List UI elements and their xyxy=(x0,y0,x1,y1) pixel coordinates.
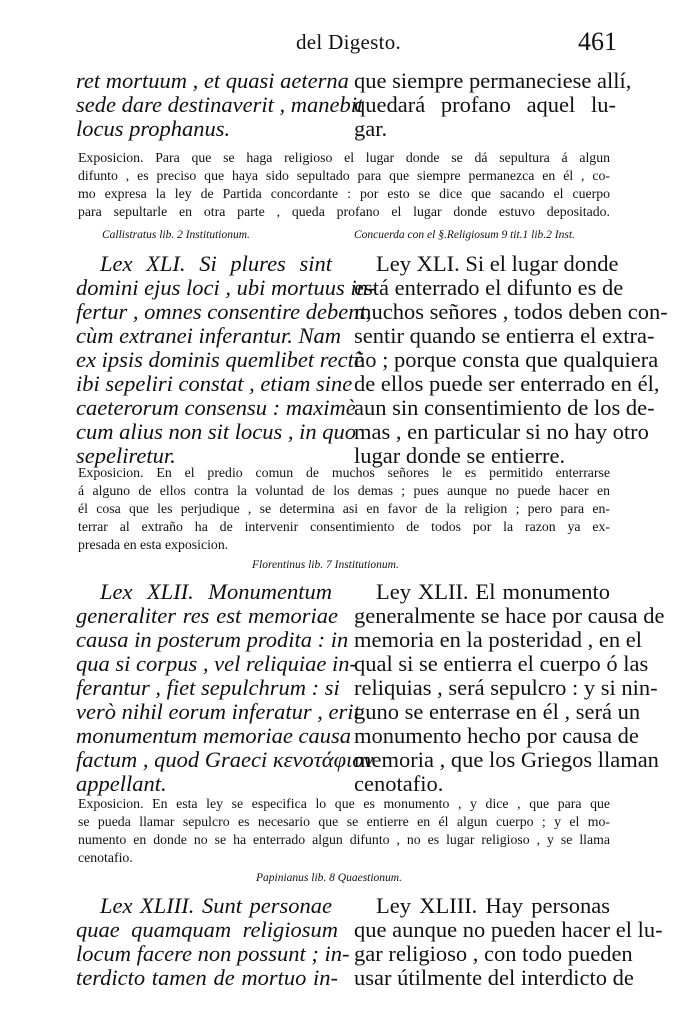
spanish-line: cenotafio. xyxy=(354,771,444,796)
exposicion-line: terrar al extraño ha de intervenir consentimiento de todos por la razon ya ex- xyxy=(78,519,610,534)
latin-line: appellant. xyxy=(76,771,167,796)
latin-line: qua si corpus , vel reliquiae in- xyxy=(76,651,357,676)
spanish-line: que siempre permaneciese allí, xyxy=(354,68,632,93)
exposicion-line: cenotafio. xyxy=(78,850,133,865)
spanish-line: sentir quando se entierra el extra- xyxy=(354,323,655,348)
exposicion-line: presada en esta exposicion. xyxy=(78,537,229,552)
spanish-line: qual si se entierra el cuerpo ó las xyxy=(354,651,649,676)
latin-line: sede dare destinaverit , manebit xyxy=(76,92,364,117)
spanish-line: Ley XLIII. Hay personas xyxy=(376,893,610,918)
latin-line: sepeliretur. xyxy=(76,443,176,468)
spanish-line: está enterrado el difunto es de xyxy=(354,275,624,300)
spanish-line: Ley XLII. El monumento xyxy=(376,579,610,604)
spanish-line: lugar donde se entierre. xyxy=(354,443,566,468)
latin-line: fertur , omnes consentire debent, xyxy=(76,299,372,324)
latin-line: factum , quod Graeci κενοτάφιον xyxy=(76,747,374,772)
spanish-line: usar útilmente del interdicto de xyxy=(354,965,634,990)
spanish-line: ño ; porque consta que qualquiera xyxy=(354,347,659,372)
latin-line: locus prophanus. xyxy=(76,116,231,141)
exposicion-line: para sepultarle en otra parte , queda profano el lugar donde estuvo depositado. xyxy=(78,204,610,219)
latin-line: domini ejus loci , ubi mortuus in- xyxy=(76,275,376,300)
latin-line: Lex XLII. Monumentum xyxy=(100,579,332,604)
spanish-line: aun sin consentimiento de los de- xyxy=(354,395,655,420)
concordance-reference: Concuerda con el §.Religiosum 9 tit.1 lib.2 Inst. xyxy=(354,229,575,241)
source-reference-latin: Papinianus lib. 8 Quaestionum. xyxy=(256,872,402,884)
spanish-line: reliquias , será sepulcro : y si nin- xyxy=(354,675,658,700)
source-reference-latin: Florentinus lib. 7 Institutionum. xyxy=(252,559,399,571)
latin-line: generaliter res est memoriae xyxy=(76,603,338,628)
spanish-line: memoria , que los Griegos llaman xyxy=(354,747,659,772)
exposicion-line: Exposicion. En el predio comun de muchos señores le es permitido enterrarse xyxy=(78,465,610,480)
spanish-line: gar. xyxy=(354,116,388,141)
spanish-line: guno se enterrase en él , será un xyxy=(354,699,641,724)
latin-line: locum facere non possunt ; in- xyxy=(76,941,350,966)
latin-line: ex ipsis dominis quemlibet rectè xyxy=(76,347,364,372)
latin-line: ferantur , fiet sepulchrum : si xyxy=(76,675,340,700)
latin-line: ibi sepeliri constat , etiam sine xyxy=(76,371,353,396)
latin-line: Lex XLIII. Sunt personae xyxy=(100,893,332,918)
latin-line: monumentum memoriae causa xyxy=(76,723,351,748)
exposicion-line: él cosa que les perjudique , se determina asi en favor de la religion ; pero para en- xyxy=(78,501,610,516)
latin-line: verò nihil eorum inferatur , erit xyxy=(76,699,360,724)
latin-line: causa in posterum prodita : in xyxy=(76,627,349,652)
spanish-line: que aunque no pueden hacer el lu- xyxy=(354,917,663,942)
latin-line: quae quamquam religiosum xyxy=(76,917,338,942)
latin-line: cum alius non sit locus , in quo xyxy=(76,419,356,444)
latin-line: caeterorum consensu : maximè xyxy=(76,395,356,420)
exposicion-line: Exposicion. Para que se haga religioso el lugar donde se dá sepultura á algun xyxy=(78,150,610,165)
spanish-line: generalmente se hace por causa de xyxy=(354,603,665,628)
latin-line: terdicto tamen de mortuo in- xyxy=(76,965,338,990)
exposicion-line: numento en donde no se ha enterrado algun difunto , no es lugar religioso , y se llama xyxy=(78,832,610,847)
exposicion-line: se pueda llamar sepulcro es necesario que se entierre en él algun cuerpo ; y el mo- xyxy=(78,814,610,829)
spanish-line: monumento hecho por causa de xyxy=(354,723,639,748)
exposicion-line: mo expresa la ley de Partida concordante : por esto se dice que sacando el cuerpo xyxy=(78,186,610,201)
spanish-line: gar religioso , con todo pueden xyxy=(354,941,633,966)
source-reference-latin: Callistratus lib. 2 Institutionum. xyxy=(102,229,250,241)
spanish-line: memoria en la posteridad , en el xyxy=(354,627,643,652)
exposicion-line: difunto , es preciso que haya sido sepultado para que siempre permanezca en él , co- xyxy=(78,168,610,183)
latin-line: cùm extranei inferantur. Nam xyxy=(76,323,341,348)
latin-line: Lex XLI. Si plures sint xyxy=(100,251,332,276)
running-header-title: del Digesto. xyxy=(296,30,402,54)
spanish-line: de ellos puede ser enterrado en él, xyxy=(354,371,660,396)
spanish-line: muchos señores , todos deben con- xyxy=(354,299,668,324)
exposicion-line: á alguno de ellos contra la voluntad de los demas ; pues aunque no puede hacer en xyxy=(78,483,610,498)
latin-line: ret mortuum , et quasi aeterna xyxy=(76,68,349,93)
page-number: 461 xyxy=(578,27,617,56)
exposicion-line: Exposicion. En esta ley se especifica lo que es monumento , y dice , que para que xyxy=(78,796,610,811)
spanish-line: mas , en particular si no hay otro xyxy=(354,419,649,444)
spanish-line: quedará profano aquel lu- xyxy=(354,92,616,117)
spanish-line: Ley XLI. Si el lugar donde xyxy=(376,251,619,276)
